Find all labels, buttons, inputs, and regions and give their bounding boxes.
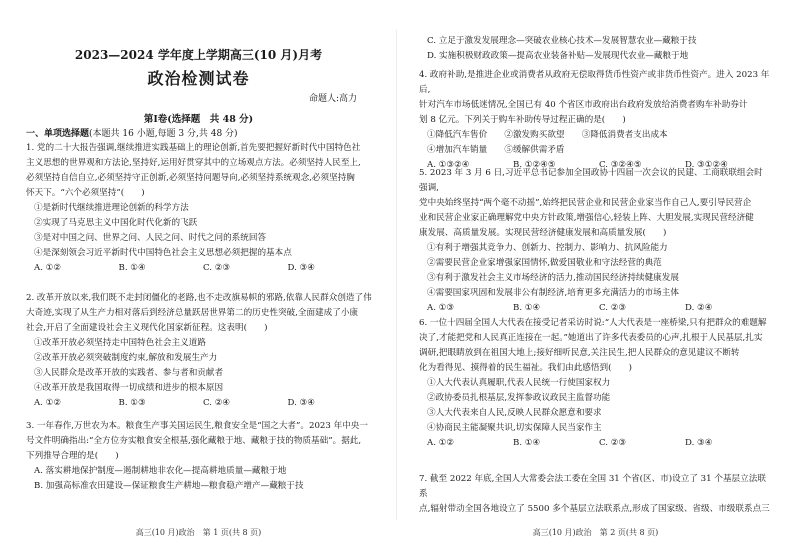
question-option: D. 实施积极财政政策—提高农业装备补贴—发展现代农业—藏粮于地 [427, 51, 689, 61]
question-option: ①降低汽车售价 ②激发购买欲望 ③降低消费者支出成本 [427, 130, 668, 140]
section-heading-note: (本题共 16 小题,每题 3 分,共 48 分) [89, 129, 238, 139]
question-option: ③人民群众是改革开放的实践者、参与者和贡献者 [34, 368, 224, 378]
question-stem-line: 主义思想的世界观和方法论,坚持好,运用好贯穿其中的立场观点方法。必须坚持人民至上, [26, 158, 361, 168]
answer-choice: C. ②③ [203, 263, 231, 273]
question-stem-line: 业和民营企业家正确理解党中央方针政策,增强信心,轻装上阵、大胆发展,实现民营经济健 [419, 213, 754, 223]
answer-choice: A. ①③②④ [427, 160, 470, 170]
question-stem-line: 大奇迹,实现了从生产力相对落后到经济总量跃居世界第二的历史性突破,全面建成了小康 [26, 308, 359, 318]
question-5 [419, 166, 771, 316]
exam-page-2 [397, 0, 794, 544]
answer-choice: A. ①③ [427, 303, 455, 313]
answer-choice: C. ②③ [599, 438, 627, 448]
question-option: ②改革开放必须突破制度约束,解放和发展生产力 [34, 353, 218, 363]
section-heading [26, 126, 238, 139]
question-option: ④是深刻领会习近平新时代中国特色社会主义思想必须把握的基本点 [34, 248, 292, 258]
question-6 [419, 316, 771, 451]
question-stem-line: 7. 截至 2022 年底,全国人大常委会法工委在全国 31 个省(区、市)设立了 31 个基层立法联系 [419, 474, 766, 499]
page-footer: 高三(10 月)政治 第 2 页(共 8 页) [532, 528, 659, 537]
question-option: A. 落实耕地保护制度—遏制耕地非农化—提高耕地质量—藏粮于地 [34, 466, 287, 476]
answer-choice: B. ①③ [118, 398, 146, 408]
question-option: ①改革开放必须坚持走中国特色社会主义道路 [34, 338, 206, 348]
question-stem-line: 针对汽车市场低迷情况,全国已有 40 个省区市政府出台政府发放给消费者购车补助券计 [419, 100, 748, 110]
question-4 [419, 68, 771, 173]
question-option: ②需要民营企业家增强家国情怀,做爱国敬业和守法经营的典范 [427, 258, 662, 268]
answer-choices [419, 436, 771, 451]
answer-choice: A. ①② [427, 438, 455, 448]
answer-choices [26, 261, 372, 276]
question-option: ②政协委员扎根基层,发挥参政议政民主监督功能 [427, 393, 611, 403]
question-stem-line: 1. 党的二十大报告强调,继续推进实践基础上的理论创新,首先要把握好新时代中国特色社 [26, 143, 361, 153]
question-option: ④改革开放是我国取得一切成绩和进步的根本原因 [34, 383, 224, 393]
answer-choice: D. ②④ [685, 303, 713, 313]
question-option: ①是新时代继续推进理论创新的科学方法 [34, 203, 189, 213]
question-option: ③是对中国之问、世界之问、人民之问、时代之问的系统回答 [34, 233, 267, 243]
exam-title: 2023—2024 学年度上学期高三(10 月)月考 [74, 48, 323, 62]
answer-choice: B. ①④ [513, 303, 541, 313]
question-stem-line: 调研,把眼睛放到在祖国大地上;接好细听民意,关注民生,把人民群众的意见建议不断转 [419, 348, 740, 358]
answer-choices [26, 396, 372, 411]
question-stem-line: 党中央始终坚持“两个毫不动摇”,始终把民营企业和民营企业家当作自己人,要引导民营企 [419, 198, 752, 208]
question-stem-line: 怀天下。“六个必须坚持”( ) [26, 188, 145, 198]
question-option: ②实现了马克思主义中国化时代化新的飞跃 [34, 218, 198, 228]
question-option: ①有利于增强其竞争力、创新力、控制力、影响力、抗风险能力 [427, 243, 668, 253]
question-stem-line: 决了,才能把党和人民真正连接在一起。”她道出了许多代表委员的心声,扎根于人民基层,扎实 [419, 333, 763, 343]
question-option: ④需要国家巩固和发展非公有制经济,培育更多充满活力的市场主体 [427, 288, 679, 298]
subject-title: 政治检测试卷 [147, 69, 250, 88]
question-stem-line: 康发展、高质量发展。实现民营经济健康发展和高质量发展( ) [419, 228, 667, 238]
answer-choice: B. ①④ [118, 263, 146, 273]
question-option: ④增加汽车销量 ⑤缓解供需矛盾 [427, 145, 565, 155]
answer-choice: C. ③②④⑤ [599, 160, 642, 170]
question-2 [26, 291, 372, 411]
question-3 [26, 419, 372, 494]
question-stem-line: 下列推导合理的是( ) [26, 451, 119, 461]
answer-choice: D. ③④ [287, 398, 315, 408]
question-3-continued [419, 34, 771, 64]
page-footer: 高三(10 月)政治 第 1 页(共 8 页) [135, 528, 262, 537]
answer-choice: D. ③④ [685, 438, 713, 448]
question-option: C. 立足于激发发展理念—突破农业核心技术—发展智慧农业—藏粮于技 [427, 36, 697, 46]
question-stem-line: 社会,开启了全面建设社会主义现代化国家新征程。这表明( ) [26, 323, 268, 333]
question-stem-line: 化为看得见、摸得着的民生福祉。我们由此感悟到( ) [419, 363, 632, 373]
question-stem-line: 3. 一年春作,万世农为本。粮食生产事关国运民生,粮食安全是“国之大者”。2023 年中央一 [26, 421, 368, 431]
part-title: 第Ⅰ卷(选择题 共 48 分) [143, 114, 254, 125]
question-stem-line: 4. 政府补助,是推进企业或消费者从政府无偿取得货币性资产或非货币性资产。进入 2023 年后, [419, 70, 770, 95]
answer-choice: A. ①② [34, 263, 62, 273]
section-heading-title: 一、单项选择题 [26, 129, 90, 139]
question-stem-line: 2. 改革开放以来,我们既不走封闭僵化的老路,也不走改旗易帜的邪路,依靠人民群众创造了伟 [26, 293, 372, 303]
answer-choice: C. ②③ [599, 303, 627, 313]
question-option: ③有利于激发社会主义市场经济的活力,推动国民经济持续健康发展 [427, 273, 679, 283]
answer-choice: D. ③④ [287, 263, 315, 273]
question-stem-line: 必须坚持自信自立,必须坚持守正创新,必须坚持问题导向,必须坚持系统观念,必须坚持胸 [26, 173, 355, 183]
author-label: 命题人:高力 [308, 94, 357, 104]
answer-choice: D. ③①②④ [685, 160, 728, 170]
question-option: B. 加强高标准农田建设—保证粮食生产耕地—粮食稳产增产—藏粮于技 [34, 481, 304, 491]
question-option: ①人大代表认真履职,代表人民统一行使国家权力 [427, 378, 611, 388]
question-7 [419, 472, 771, 517]
question-stem-line: 划 8 亿元。下列关于购车补助传导过程正确的是( ) [419, 115, 626, 125]
question-option: ④协商民主能凝聚共识,切实保障人民当家作主 [427, 423, 602, 433]
answer-choice: B. ①②④⑤ [513, 160, 556, 170]
answer-choices [419, 301, 771, 316]
answer-choice: B. ①④ [513, 438, 541, 448]
question-1 [26, 141, 372, 276]
question-option: ③人大代表来自人民,反映人民群众愿意和要求 [427, 408, 602, 418]
question-stem-line: 5. 2023 年 3 月 6 日,习近平总书记参加全国政协十四届一次会议的民建、工商联联组会时强调, [419, 168, 763, 193]
answer-choice: C. ②④ [203, 398, 231, 408]
question-stem-line: 点,辐射带动全国各地设立了 5500 多个基层立法联系点,形成了国家级、省级、市级联系点三 [419, 504, 770, 514]
answer-choice: A. ①② [34, 398, 62, 408]
question-stem-line: 号文件明确指出:“全方位夯实粮食安全根基,强化藏粮于地、藏粮于技的物质基础”。据此, [26, 436, 362, 446]
question-stem-line: 6. 一位十四届全国人大代表在接受记者采访时说:“人大代表是一座桥梁,只有把群众的难题解 [419, 318, 767, 328]
